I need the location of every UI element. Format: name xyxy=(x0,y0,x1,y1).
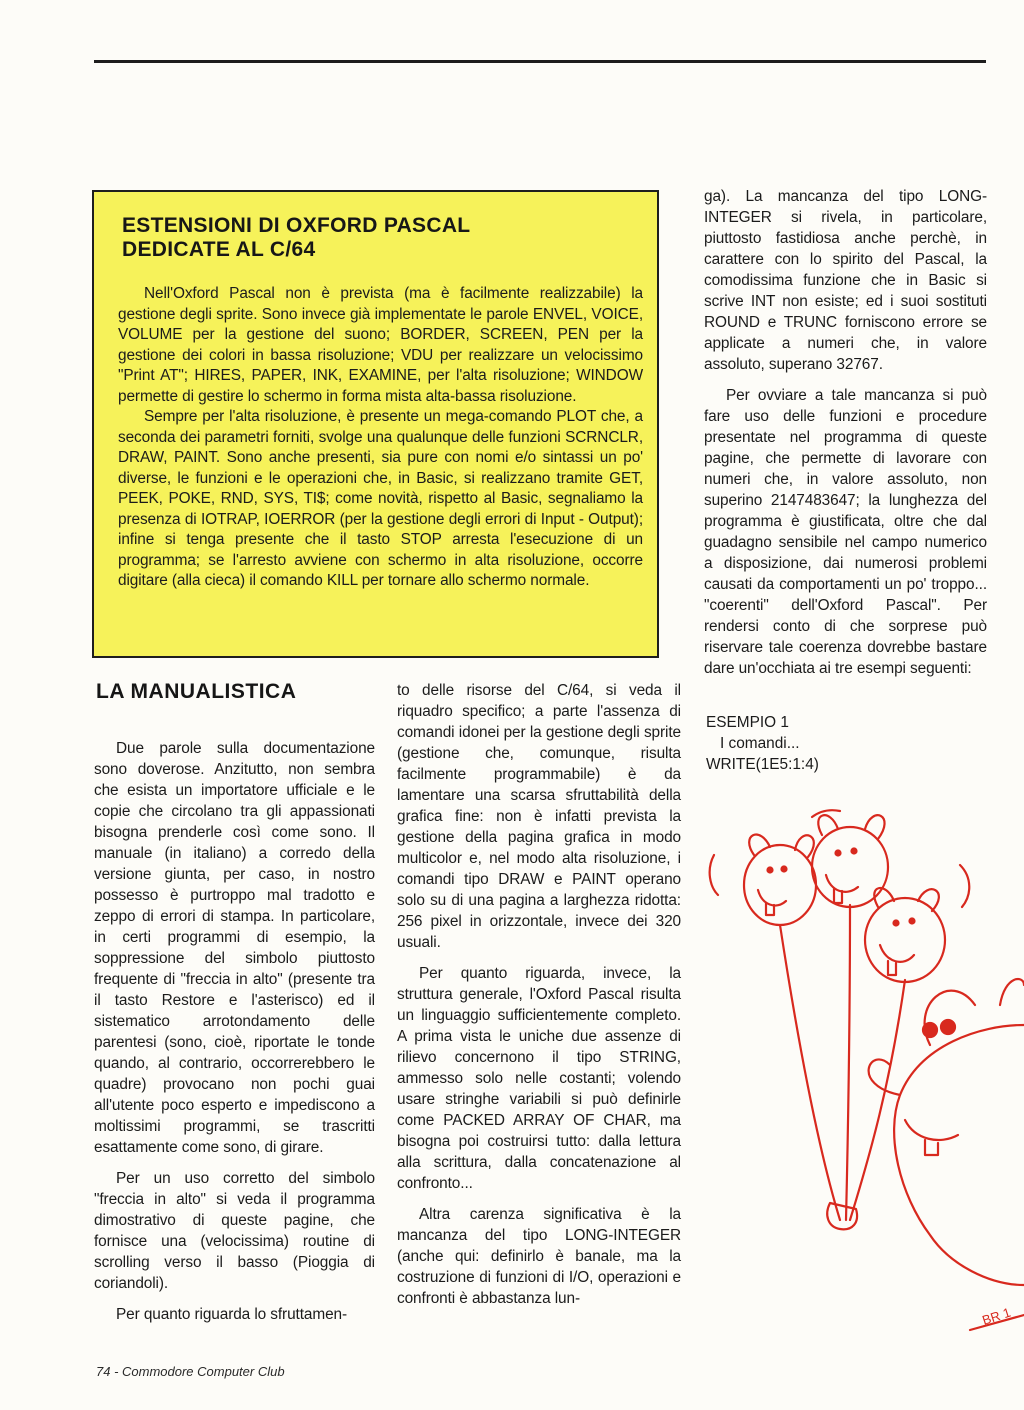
body-paragraph: to delle risorse del C/64, si veda il riquadro specifico; a parte l'assenza di comandi idonei per la gestione degli sprite (gestione che, comunque, risulta facilmente programmabile) è da lamentare una scarsa sfruttabilità della grafica fine: non è infatti prevista la gestione della pagina grafica in modo multicolor e, nel modo alta risoluzione, i comandi tipo DRAW e PAINT operano solo su di una pagina a larghezza ridotta: 256 pixel in orizzontale, invece dei 320 usuali. xyxy=(397,682,681,951)
right-column xyxy=(704,186,987,689)
illustration-signature: BR 1 xyxy=(980,1304,1013,1328)
body-paragraph: Due parole sulla documentazione sono doverose. Anzitutto, non sembra che esista un importatore ufficiale e le copie che circolano tra gli appassionati bisogna prenderle così come sono. Il manuale (in italiano) a corredo della versione giunta, per caso, in nostro possesso è purtroppo mal tradotto e zeppo di errori di stampa. In particolare, in certi programmi di esempio, la soppressione del simbolo piuttosto frequente di "freccia in alto" (presente tra il tasto Restore e l'asterisco) ed il sistematico arrotondamento delle parentesi (sono, cioè, riportate le tonde quando, al contrario, occorrerebbero le quadre) provocano non pochi guai all'utente poco esperto e impediscono a moltissimi programmi, se trascritti esattamente come sono, di girare. xyxy=(94,740,375,1156)
body-paragraph: Per quanto riguarda, invece, la struttura generale, l'Oxford Pascal risulta un linguaggio sufficientemente completo. A prima vista le uniche due assenze di rilievo concernono il tipo STRING, ammesso solo nelle costanti; volendo usare stringhe variabili si può definirle come PACKED ARRAY OF CHAR, ma bisogna poi costruirsi tutto: dalla lettura alla scrittura, dalla concatenazione al confronto... xyxy=(397,965,681,1192)
mouse-balloon-head xyxy=(744,835,816,925)
page-footer: 74 - Commodore Computer Club xyxy=(96,1364,285,1379)
mice-balloons-illustration xyxy=(700,795,1024,1350)
body-paragraph: Per ovviare a tale mancanza si può fare uso delle funzioni e procedure presentate nel programma di queste pagine, che permette di lavorare con numeri che, in valore assoluto, non superino 2147483647; la lunghezza del programma è giustificata, oltre che dal guadagno sensibile nel campo numerico a disposizione, dai numerosi problemi causati da comportamenti un po' troppo... "coerenti" dell'Oxford Pascal". Per rendersi conto di che sorprese può riservare tale coerenza dovrebbe bastare dare un'occhiata ai tre esempi seguenti: xyxy=(704,387,987,677)
sidebar-title-line2: DEDICATE AL C/64 xyxy=(122,238,316,261)
section-heading: LA MANUALISTICA xyxy=(96,680,297,703)
sidebar-title-line1: ESTENSIONI DI OXFORD PASCAL xyxy=(122,214,471,237)
example-block xyxy=(706,712,986,775)
body-paragraph: Altra carenza significativa è la mancanza del tipo LONG-INTEGER (anche qui: definirlo è banale, ma la costruzione di funzioni di I/O, operazioni e confronti è abbastanza lun- xyxy=(397,1206,681,1307)
sidebar-paragraph: Nell'Oxford Pascal non è prevista (ma è facilmente realizzabile) la gestione degli sprite. Sono invece già implementate le parole ENVEL, VOICE, VOLUME per la gestione del suono; BORDER, SCREEN, PEN per la gestione dei colori in bassa risoluzione; VDU per realizzare un velocissimo "Print AT"; HIRES, PAPER, INK, EXAMINE, per l'alta risoluzione; WINDOW permette di gestire lo schermo in forma mista alta-bassa risoluzione. xyxy=(118,285,643,405)
sidebar-paragraph: Sempre per l'alta risoluzione, è presente un mega-comando PLOT che, a seconda dei parametri forniti, svolge una qualunque delle funzioni SCRNCLR, DRAW, PAINT. Sono anche presenti, sia pure con nomi e/o sintassi un po' diverse, le funzioni e le operazioni che, in Basic, si realizzano tramite GET, PEEK, POKE, RND, SYS, TI$; come novità, rispetto al Basic, segnaliamo la presenza di IOTRAP, IOERROR (per la gestione degli errori di Input - Output); infine si tenga presente che il tasto STOP arresta l'esecuzione di un programma; se l'arresto avviene con schermo in alta risoluzione, occorre digitare (alla cieca) il comando KILL per tornare allo schermo normale. xyxy=(118,408,643,589)
sidebar-box xyxy=(92,190,659,658)
mouse-balloon-head xyxy=(865,888,945,982)
mouse-balloon-head xyxy=(812,815,888,907)
large-mouse xyxy=(869,979,1024,1330)
top-rule xyxy=(94,60,986,63)
example-line: WRITE(1E5:1:4) xyxy=(706,756,819,773)
body-paragraph: Per un uso corretto del simbolo "freccia in alto" si veda il programma dimostrativo di queste pagine, che fornisce una (velocissima) routine di scrolling verso il basso (Pioggia di coriandoli). xyxy=(94,1170,375,1292)
example-title: ESEMPIO 1 xyxy=(706,714,789,731)
left-column xyxy=(94,738,375,1335)
body-paragraph: ga). La mancanza del tipo LONG-INTEGER si rivela, in particolare, piuttosto fastidiosa anche perchè, in carattere con lo spirito del Pascal, la comodissima funzione che in Basic si scrive INT non esiste; ed i suoi sostituti ROUND e TRUNC forniscono errore se applicate a numeri che, in valore assoluto, superano 32767. xyxy=(704,188,987,373)
example-line: I comandi... xyxy=(720,735,800,752)
sidebar-title xyxy=(122,214,643,262)
body-paragraph: Per quanto riguarda lo sfruttamen- xyxy=(116,1306,348,1323)
middle-column xyxy=(397,680,681,1319)
